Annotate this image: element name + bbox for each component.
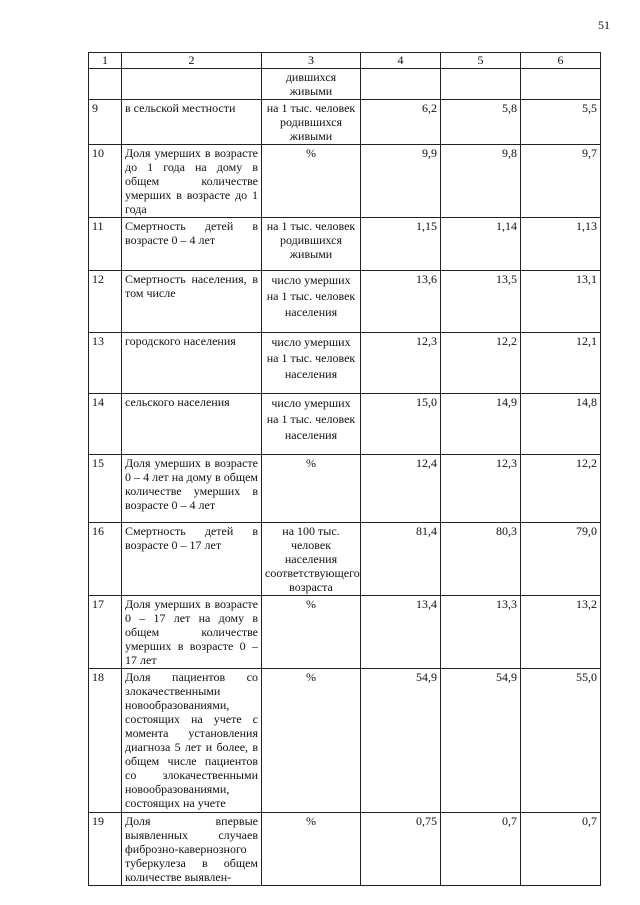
value-col5: 14,9 (441, 394, 521, 455)
table-row (89, 69, 601, 100)
indicators-table (88, 52, 601, 886)
value-col5: 9,8 (441, 145, 521, 218)
value-col5: 12,2 (441, 333, 521, 394)
table-row (89, 100, 601, 145)
indicator-name: Доля умерших в возрасте до 1 года на дому в общем количестве умерших в возрасте до 1 года (122, 145, 262, 218)
indicator-name: Доля умерших в возрасте 0 – 4 лет на дому в общем количестве умерших в возрасте 0 – 4 лет (122, 455, 262, 523)
value-col6: 0,7 (521, 813, 601, 886)
table-row (89, 145, 601, 218)
unit: % (262, 455, 361, 523)
header-cell-4: 4 (361, 53, 441, 69)
value-col5: 0,7 (441, 813, 521, 886)
value-col6: 12,1 (521, 333, 601, 394)
indicator-name: Доля умерших в возрасте 0 – 17 лет на дому в общем количестве умерших в возрасте 0 – 17 лет (122, 596, 262, 669)
value-col4: 1,15 (361, 218, 441, 271)
value-col5: 1,14 (441, 218, 521, 271)
table-row (89, 271, 601, 333)
table-row (89, 218, 601, 271)
unit: дившихся живыми (262, 69, 361, 100)
unit: % (262, 813, 361, 886)
unit: % (262, 596, 361, 669)
value-col4: 12,3 (361, 333, 441, 394)
unit: % (262, 669, 361, 813)
table-row (89, 523, 601, 596)
value-col5: 80,3 (441, 523, 521, 596)
header-row (89, 53, 601, 69)
unit: % (262, 145, 361, 218)
value-col4: 6,2 (361, 100, 441, 145)
value-col5: 5,8 (441, 100, 521, 145)
header-cell-6: 6 (521, 53, 601, 69)
page-number: 51 (598, 18, 610, 32)
value-col5: 54,9 (441, 669, 521, 813)
row-number (89, 69, 122, 100)
value-col5 (441, 69, 521, 100)
table-row (89, 813, 601, 886)
indicator-name: в сельской местности (122, 100, 262, 145)
value-col6: 13,2 (521, 596, 601, 669)
header-cell-1: 1 (89, 53, 122, 69)
value-col6: 13,1 (521, 271, 601, 333)
value-col4: 13,6 (361, 271, 441, 333)
value-col4: 12,4 (361, 455, 441, 523)
value-col4: 54,9 (361, 669, 441, 813)
value-col6 (521, 69, 601, 100)
value-col4: 81,4 (361, 523, 441, 596)
value-col5: 13,3 (441, 596, 521, 669)
unit: на 1 тыс. человек родившихся живыми (262, 100, 361, 145)
value-col6: 55,0 (521, 669, 601, 813)
indicator-name: Смертность населения, в том числе (122, 271, 262, 333)
value-col4: 15,0 (361, 394, 441, 455)
indicator-name: Доля впервые выявленных случаев фиброзно-кавернозного туберкулеза в общем количестве выявлен- (122, 813, 262, 886)
unit: число умерших на 1 тыс. человек населения (262, 394, 361, 455)
indicator-name: Доля пациентов со злокачественными новообразованиями, состоящих на учете с момента установления диагноза 5 лет и более, в общем числе пациентов со злокачественными новообразованиями, состоящих на учете (122, 669, 262, 813)
value-col6: 79,0 (521, 523, 601, 596)
value-col6: 9,7 (521, 145, 601, 218)
table-row (89, 455, 601, 523)
value-col4: 9,9 (361, 145, 441, 218)
table-row (89, 669, 601, 813)
value-col6: 12,2 (521, 455, 601, 523)
indicator-name (122, 69, 262, 100)
row-number: 19 (89, 813, 122, 886)
indicator-name: Смертность детей в возрасте 0 – 4 лет (122, 218, 262, 271)
row-number: 9 (89, 100, 122, 145)
table-row (89, 596, 601, 669)
unit: на 1 тыс. человек родившихся живыми (262, 218, 361, 271)
value-col6: 1,13 (521, 218, 601, 271)
table-row (89, 333, 601, 394)
row-number: 16 (89, 523, 122, 596)
row-number: 12 (89, 271, 122, 333)
value-col6: 14,8 (521, 394, 601, 455)
row-number: 15 (89, 455, 122, 523)
value-col4 (361, 69, 441, 100)
unit: число умерших на 1 тыс. человек населения (262, 333, 361, 394)
row-number: 13 (89, 333, 122, 394)
unit: на 100 тыс. человек населения соответствующего возраста (262, 523, 361, 596)
value-col5: 13,5 (441, 271, 521, 333)
header-cell-2: 2 (122, 53, 262, 69)
unit: число умерших на 1 тыс. человек населения (262, 271, 361, 333)
row-number: 17 (89, 596, 122, 669)
table-row (89, 394, 601, 455)
indicator-name: городского населения (122, 333, 262, 394)
row-number: 10 (89, 145, 122, 218)
value-col4: 0,75 (361, 813, 441, 886)
row-number: 11 (89, 218, 122, 271)
row-number: 14 (89, 394, 122, 455)
value-col6: 5,5 (521, 100, 601, 145)
indicator-name: сельского населения (122, 394, 262, 455)
header-cell-3: 3 (262, 53, 361, 69)
indicator-name: Смертность детей в возрасте 0 – 17 лет (122, 523, 262, 596)
value-col5: 12,3 (441, 455, 521, 523)
value-col4: 13,4 (361, 596, 441, 669)
header-cell-5: 5 (441, 53, 521, 69)
row-number: 18 (89, 669, 122, 813)
